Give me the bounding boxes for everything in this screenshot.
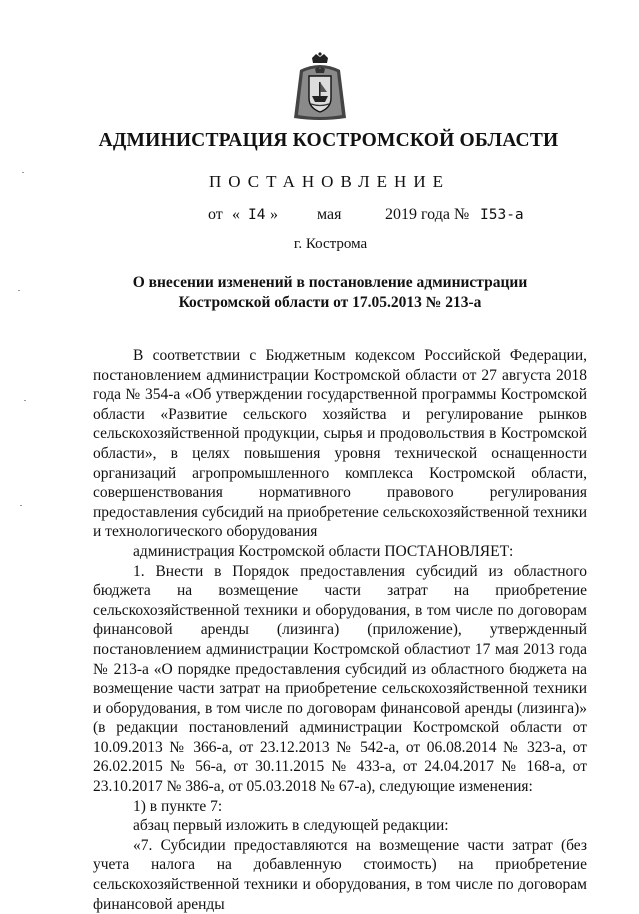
scan-speck [18, 290, 20, 291]
paragraph-item-1: 1. Внести в Порядок предоставления субсидий из областного бюджета на возмещение части затрат на приобретение сельскохозяйственной техники и оборудования, в том числе по договорам финансовой аренды (лизинга) (приложение), утвержденный постановлением администрации Костромской областиот 17 мая 2013 года № 213-а «О порядке предоставления субсидий из областного бюджета на возмещение части затрат на приобретение сельскохозяйственной техники и оборудования, в том числе по договорам финансовой аренды (лизинга)» (в редакции постановлений администрации Костромской области от 10.09.2013 № 366-а, от 23.12.2013 № 542-а, от 06.08.2014 № 323-а, от 26.02.2015 № 56-а, от 30.11.2015 № 433-а, от 24.04.2017 № 168-а, от 23.10.2017 № 386-а, от 05.03.2018 № 67-а), следующие изменения: [93, 562, 587, 796]
document-body [93, 346, 587, 914]
organization-name: АДМИНИСТРАЦИЯ КОСТРОМСКОЙ ОБЛАСТИ [98, 130, 559, 151]
paragraph-resolves: администрация Костромской области ПОСТАНОВЛЯЕТ: [133, 542, 514, 560]
scan-speck [24, 400, 26, 401]
paragraph-preamble: В соответствии с Бюджетным кодексом Российской Федерации, постановлением администрации Костромской области от 27 августа 2018 года № 354-а «Об утверждении государственной программы Костромской области «Развитие сельского хозяйства и регулирование рынков сельскохозяйственной продукции, сырья и продовольствия в Костромской области», в целях повышения уровня технической оснащенности организаций агропромышленного комплекса Костромской области, совершенствования нормативного правового регулирования предоставления субсидий на приобретение сельскохозяйственной техники и технологического оборудования [93, 347, 587, 541]
date-prefix: от [208, 206, 223, 223]
scan-speck [20, 505, 22, 506]
document-title [110, 273, 550, 313]
paragraph-quoted-item-7: «7. Субсидии предоставляются на возмещение части затрат (без учета налога на добавленную стоимость) на приобретение сельскохозяйственной техники и оборудования, в том числе по договорам финансовой аренды [93, 836, 587, 913]
title-line-1: О внесении изменений в постановление администрации [132, 274, 528, 291]
date-year: 2019 года № [385, 206, 470, 223]
date-month: мая [317, 206, 342, 223]
date-day: I4 [248, 207, 266, 223]
paragraph-subitem-1: 1) в пункте 7: [133, 797, 223, 815]
city: г. Кострома [293, 236, 368, 252]
date-open-quote: « [232, 206, 240, 223]
coat-of-arms-icon [290, 52, 350, 122]
document-number: I53-а [480, 207, 524, 223]
scan-speck [22, 172, 24, 173]
date-close-quote: » [270, 206, 278, 223]
paragraph-instruction: абзац первый изложить в следующей редакции: [133, 817, 449, 835]
document-type: ПОСТАНОВЛЕНИЕ [208, 172, 450, 191]
title-line-2: Костромской области от 17.05.2013 № 213-а [178, 294, 482, 311]
